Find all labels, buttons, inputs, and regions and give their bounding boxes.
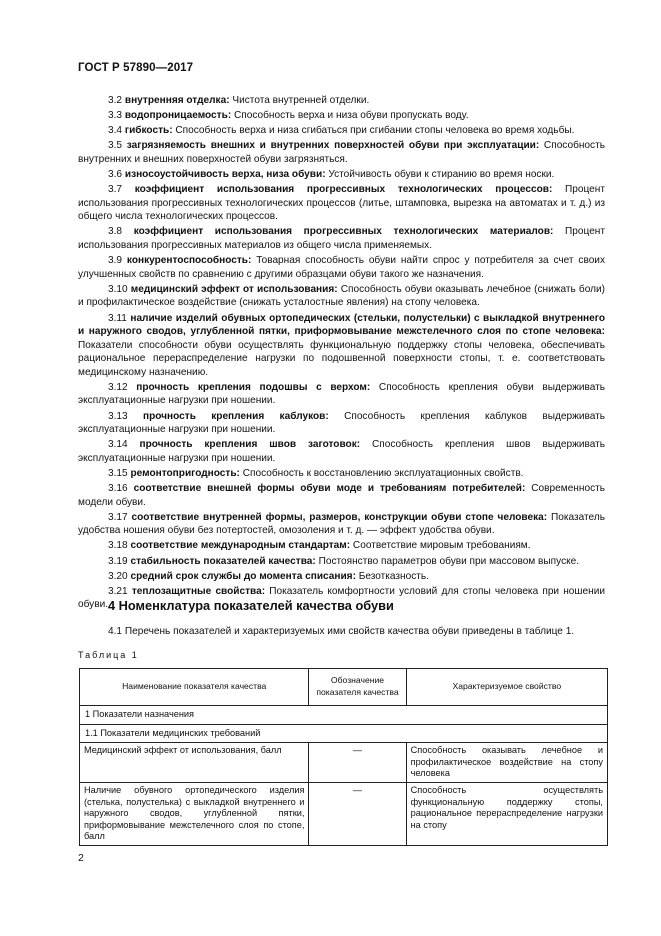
definition-3-10 <box>78 283 605 310</box>
definition-number: 3.19 <box>108 555 128 567</box>
definition-text: Товарная способность обуви найти спрос у потребителя за счет своих улучшенных свойств по сравнению с другими образцами обуви такого же назначения. <box>78 255 605 280</box>
definition-number: 3.20 <box>108 570 128 582</box>
definition-3-18 <box>78 539 605 553</box>
definition-term: теплозащитные свойства: <box>131 585 266 597</box>
definition-number: 3.11 <box>108 312 127 324</box>
definition-term: наличие изделий обувных ортопедических (стельки, полустельки) с выкладкой внутреннего и наружного сводов, углубленной пятки, приформовывание межстелечного слоя по стопе человека: <box>78 312 605 338</box>
definition-number: 3.16 <box>108 483 128 495</box>
definition-term: прочность крепления швов заготовок: <box>139 439 361 451</box>
definition-number: 3.18 <box>108 540 128 552</box>
table-caption: Таблица 1 <box>78 650 139 660</box>
table-header-cell: Обозначение показателя качества <box>309 669 406 706</box>
definition-3-15 <box>78 467 605 481</box>
definition-text: Способность к восстановлению эксплуатационных свойств. <box>239 467 524 479</box>
definition-3-9 <box>78 254 605 281</box>
definition-term: соответствие международным стандартам: <box>130 540 351 552</box>
definition-3-11 <box>78 312 605 380</box>
definition-number: 3.6 <box>108 169 123 181</box>
table-cell-property: Способность оказывать лечебное и профилактическое воздействие на стопу человека <box>406 743 607 783</box>
definition-text: Способность крепления каблуков выдерживать эксплуатационные нагрузки при ношении. <box>78 410 606 436</box>
definition-text: Процент использования прогрессивных технологических процессов (литье, штамповка, вырезка на автоматах и т. д.) из общего числа технологических процессов. <box>78 184 605 223</box>
table-section-row <box>80 706 608 725</box>
definition-text: Современность модели обуви. <box>78 483 605 508</box>
definition-number: 3.5 <box>108 140 123 152</box>
definition-term: внутренняя отделка: <box>124 95 230 106</box>
definition-term: прочность крепления каблуков: <box>142 410 329 422</box>
definition-3-13 <box>78 410 605 437</box>
definition-number: 3.21 <box>108 585 128 597</box>
definition-text: Постоянство параметров обуви при массовом выпуске. <box>315 555 580 567</box>
definition-3-2 <box>78 94 605 108</box>
definition-text: Устойчивость обуви к стиранию во время носки. <box>325 169 555 181</box>
definition-number: 3.9 <box>108 255 123 267</box>
definition-term: стабильность показателей качества: <box>130 555 316 567</box>
table-cell-property: Способность осуществлять функциональную поддержку стопы, рациональное перераспределение нагрузки на стопу <box>406 782 607 845</box>
definition-text: Способность крепления обуви выдерживать эксплуатационные нагрузки при ношении. <box>78 381 605 407</box>
definition-text: Способность верха и низа обуви пропускать воду. <box>231 110 469 122</box>
definition-number: 3.2 <box>108 95 123 106</box>
definition-text: Способность внутренних и внешних поверхностей обуви загрязняться. <box>78 140 605 165</box>
definition-number: 3.13 <box>108 410 128 422</box>
table-header-cell: Наименование показателя качества <box>80 669 309 706</box>
definition-3-7 <box>78 183 605 224</box>
definition-text: Показатели способности обуви осуществлять функциональную поддержку стопы человека, обеспечивать рациональное перераспределение нагрузки по подошвенной поверхности стопы, т. е. соответствовать медицинскому назначению. <box>78 339 605 378</box>
page-number: 2 <box>78 852 84 864</box>
document-header: ГОСТ Р 57890—2017 <box>78 62 194 74</box>
definition-term: коэффициент использования прогрессивных технологических материалов: <box>133 226 554 238</box>
definition-text: Чистота внутренней отделки. <box>229 95 370 106</box>
definition-text: Способность обуви оказывать лечебное (снижать боли) и профилактическое воздействие (снижать усталостные явления) на стопу человека. <box>78 283 605 309</box>
definition-3-19 <box>78 555 605 569</box>
definition-number: 3.4 <box>108 125 123 137</box>
definition-term: прочность крепления подошвы с верхом: <box>136 381 371 393</box>
section-title: 4 Номенклатура показателей качества обуви <box>108 598 394 613</box>
table-section-cell: 1 Показатели назначения <box>80 706 608 725</box>
quality-indicators-table <box>79 668 608 846</box>
definition-3-6 <box>78 168 605 182</box>
definition-term: соответствие внешней формы обуви моде и требованиям потребителей: <box>133 483 526 495</box>
definition-3-12 <box>78 381 605 408</box>
table-header-row <box>80 669 608 706</box>
definition-text: Показатель удобства ношения обуви без потертостей, омозоления и т. д. — эффект удобства обуви. <box>78 511 605 537</box>
table-cell-name: Наличие обувного ортопедического изделия (стелька, полустелька) с выкладкой внутреннего и наружного сводов, углубленной пятки, приформовывание межстелечного слоя по стопе, балл <box>80 782 309 845</box>
definition-number: 3.3 <box>108 110 123 122</box>
definition-3-20 <box>78 570 605 584</box>
table-subsection-row <box>80 724 608 743</box>
table-cell-mark: — <box>309 782 406 845</box>
definition-text: Показатель комфортности условий для стопы человека при ношении обуви. <box>78 585 605 611</box>
definition-3-5 <box>78 139 605 166</box>
definition-3-3 <box>78 109 605 123</box>
definition-number: 3.8 <box>108 226 123 238</box>
table-row <box>80 782 608 845</box>
definition-3-16 <box>78 482 605 509</box>
table-subsection-cell: 1.1 Показатели медицинских требований <box>80 724 608 743</box>
definition-text: Соответствие мировым требованиям. <box>350 540 531 552</box>
definition-term: средний срок службы до момента списания: <box>130 570 356 582</box>
definition-number: 3.12 <box>108 381 128 393</box>
definition-text: Процент использования прогрессивных материалов из общего числа применяемых. <box>78 226 605 252</box>
definition-number: 3.15 <box>108 467 128 479</box>
definition-number: 3.14 <box>108 439 128 451</box>
definition-number: 3.10 <box>108 283 128 295</box>
definition-3-17 <box>78 511 605 538</box>
definition-term: ремонтопригодность: <box>130 467 240 479</box>
definition-number: 3.7 <box>108 184 123 196</box>
definition-term: износоустойчивость верха, низа обуви: <box>124 169 326 181</box>
table-header-cell: Характеризуемое свойство <box>406 669 607 706</box>
definition-text: Безотказность. <box>355 570 429 582</box>
definition-text: Способность верха и низа сгибаться при сгибании стопы человека во время ходьбы. <box>172 125 575 137</box>
definition-term: водопроницаемость: <box>124 110 232 122</box>
definition-term: гибкость: <box>124 125 173 137</box>
table-cell-name: Медицинский эффект от использования, балл <box>80 743 309 783</box>
definition-term: коэффициент использования прогрессивных технологических процессов: <box>134 184 553 196</box>
definitions-list <box>78 94 605 614</box>
definition-number: 3.17 <box>108 511 128 523</box>
table-cell-mark: — <box>309 743 406 783</box>
definition-3-8 <box>78 225 605 252</box>
definition-3-4 <box>78 124 605 138</box>
definition-term: конкурентоспособность: <box>126 255 252 267</box>
definition-3-14 <box>78 438 605 465</box>
section-intro: 4.1 Перечень показателей и характеризуемых ими свойств качества обуви приведены в таблице 1. <box>108 626 575 637</box>
definition-term: соответствие внутренней формы, размеров, конструкции обуви стопе человека: <box>131 511 548 523</box>
definition-text: Способность крепления швов выдерживать эксплуатационные нагрузки при ношении. <box>78 439 605 464</box>
table-row <box>80 743 608 783</box>
definition-term: загрязняемость внешних и внутренних поверхностей обуви при эксплуатации: <box>126 140 540 152</box>
definition-term: медицинский эффект от использования: <box>130 283 338 295</box>
